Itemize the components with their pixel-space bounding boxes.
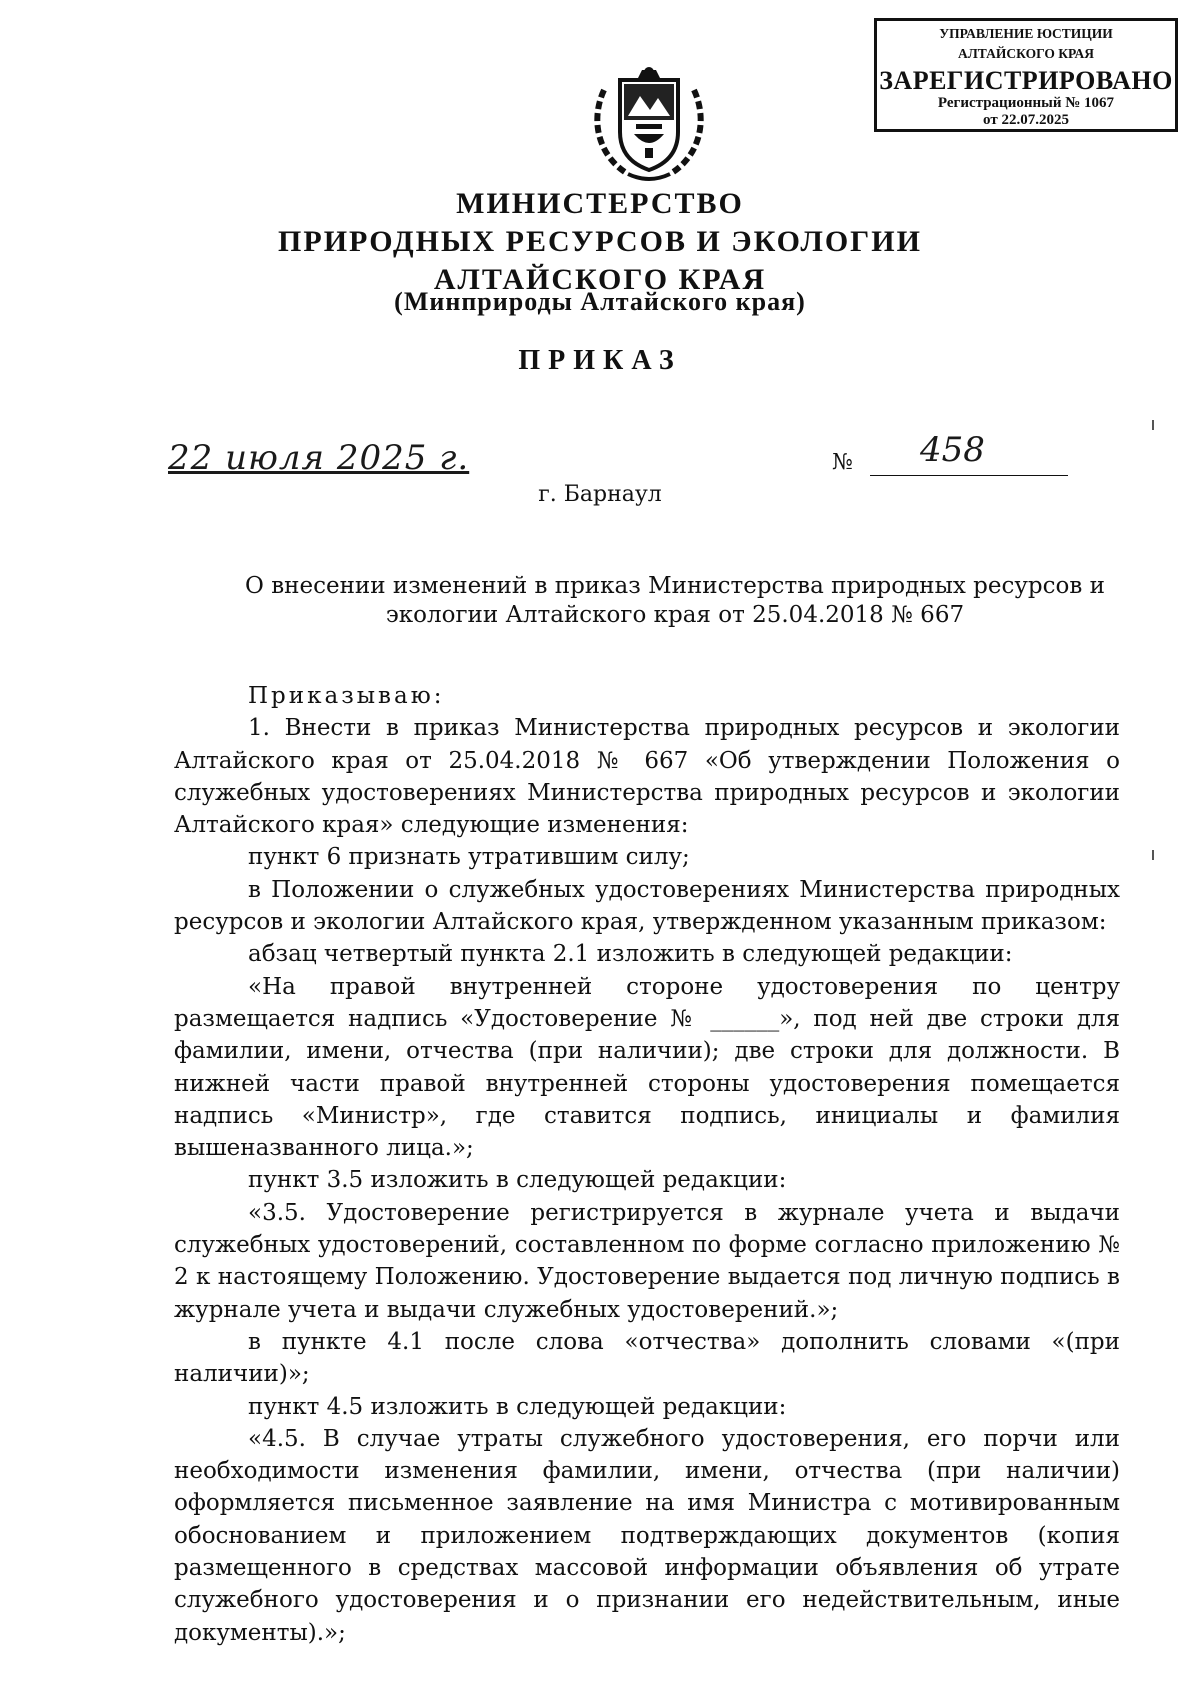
order-subject-line2: экологии Алтайского края от 25.04.2018 № 667 [385, 602, 965, 628]
order-body [174, 680, 1120, 1649]
stamp-reg-date: от 22.07.2025 [983, 112, 1069, 128]
handwritten-order-number: 458 [920, 430, 985, 470]
order-subject [240, 572, 1110, 630]
body-paragraph: в пункте 4.1 после слова «отчества» дополнить словами «(при наличии)»; [174, 1328, 1120, 1388]
order-number-label: № [832, 450, 853, 475]
document-type-title: ПРИКАЗ [518, 345, 682, 376]
scan-mark [1152, 850, 1154, 860]
stamp-org-line2: АЛТАЙСКОГО КРАЯ [957, 46, 1095, 61]
body-paragraph: 1. Внести в приказ Министерства природных ресурсов и экологии Алтайского края от 25.04.2018 № 667 «Об утверждении Положения о служебных удостоверениях Министерства природных ресурсов и экологии Алтайского края» следующие изменения: [174, 715, 1120, 839]
ministry-name-line3: АЛТАЙСКОГО КРАЯ [433, 263, 767, 296]
stamp-status: ЗАРЕГИСТРИРОВАНО [879, 66, 1173, 95]
altai-krai-coat-of-arms-icon [584, 60, 714, 184]
body-paragraph: «На правой внутренней стороне удостоверения по центру размещается надпись «Удостоверение № ______», под ней две строки для фамилии, имени, отчества (при наличии); две строки для должности. В нижней части правой внутренней стороны удостоверения помещается надпись «Министр», где ставится подпись, инициалы и фамилия вышеназванного лица.»; [174, 973, 1120, 1162]
body-paragraph: абзац четвертый пункта 2.1 изложить в следующей редакции: [248, 941, 1013, 968]
order-number-underline [870, 475, 1068, 476]
body-paragraph: «3.5. Удостоверение регистрируется в журнале учета и выдачи служебных удостоверений, составленном по форме согласно приложению № 2 к настоящему Положению. Удостоверение выдается под личную подпись в журнале учета и выдачи служебных удостоверений.»; [174, 1199, 1120, 1323]
stamp-org-line1: УПРАВЛЕНИЕ ЮСТИЦИИ [939, 26, 1113, 41]
body-paragraph: пункт 4.5 изложить в следующей редакции: [248, 1393, 787, 1420]
ministry-name-line1: МИНИСТЕРСТВО [456, 187, 744, 220]
order-subject-line1: О внесении изменений в приказ Министерства природных ресурсов и [245, 573, 1105, 599]
ministry-name [0, 185, 1200, 299]
stamp-reg-number: Регистрационный № 1067 [937, 95, 1115, 111]
scan-mark [1152, 420, 1154, 430]
ministry-short-name: (Минприроды Алтайского края) [394, 287, 806, 316]
body-paragraph: пункт 3.5 изложить в следующей редакции: [248, 1167, 787, 1194]
body-paragraph: Приказываю: [248, 683, 445, 709]
handwritten-date: 22 июля 2025 г. [168, 438, 470, 478]
registration-stamp [874, 18, 1178, 132]
body-paragraph: «4.5. В случае утраты служебного удостоверения, его порчи или необходимости изменения фамилии, имени, отчества (при наличии) оформляется письменное заявление на имя Министра с мотивированным обоснованием и приложением подтверждающих документов (копия размещенного в средствах массовой информации объявления об утрате служебного удостоверения и о признании его недействительным, иные документы).»; [174, 1425, 1120, 1646]
body-paragraph: в Положении о служебных удостоверениях Министерства природных ресурсов и экологии Алтайского края, утвержденном указанным приказом: [174, 876, 1120, 936]
body-paragraph: пункт 6 признать утратившим силу; [248, 844, 690, 871]
ministry-name-line2: ПРИРОДНЫХ РЕСУРСОВ И ЭКОЛОГИИ [278, 225, 922, 258]
city: г. Барнаул [538, 482, 662, 507]
